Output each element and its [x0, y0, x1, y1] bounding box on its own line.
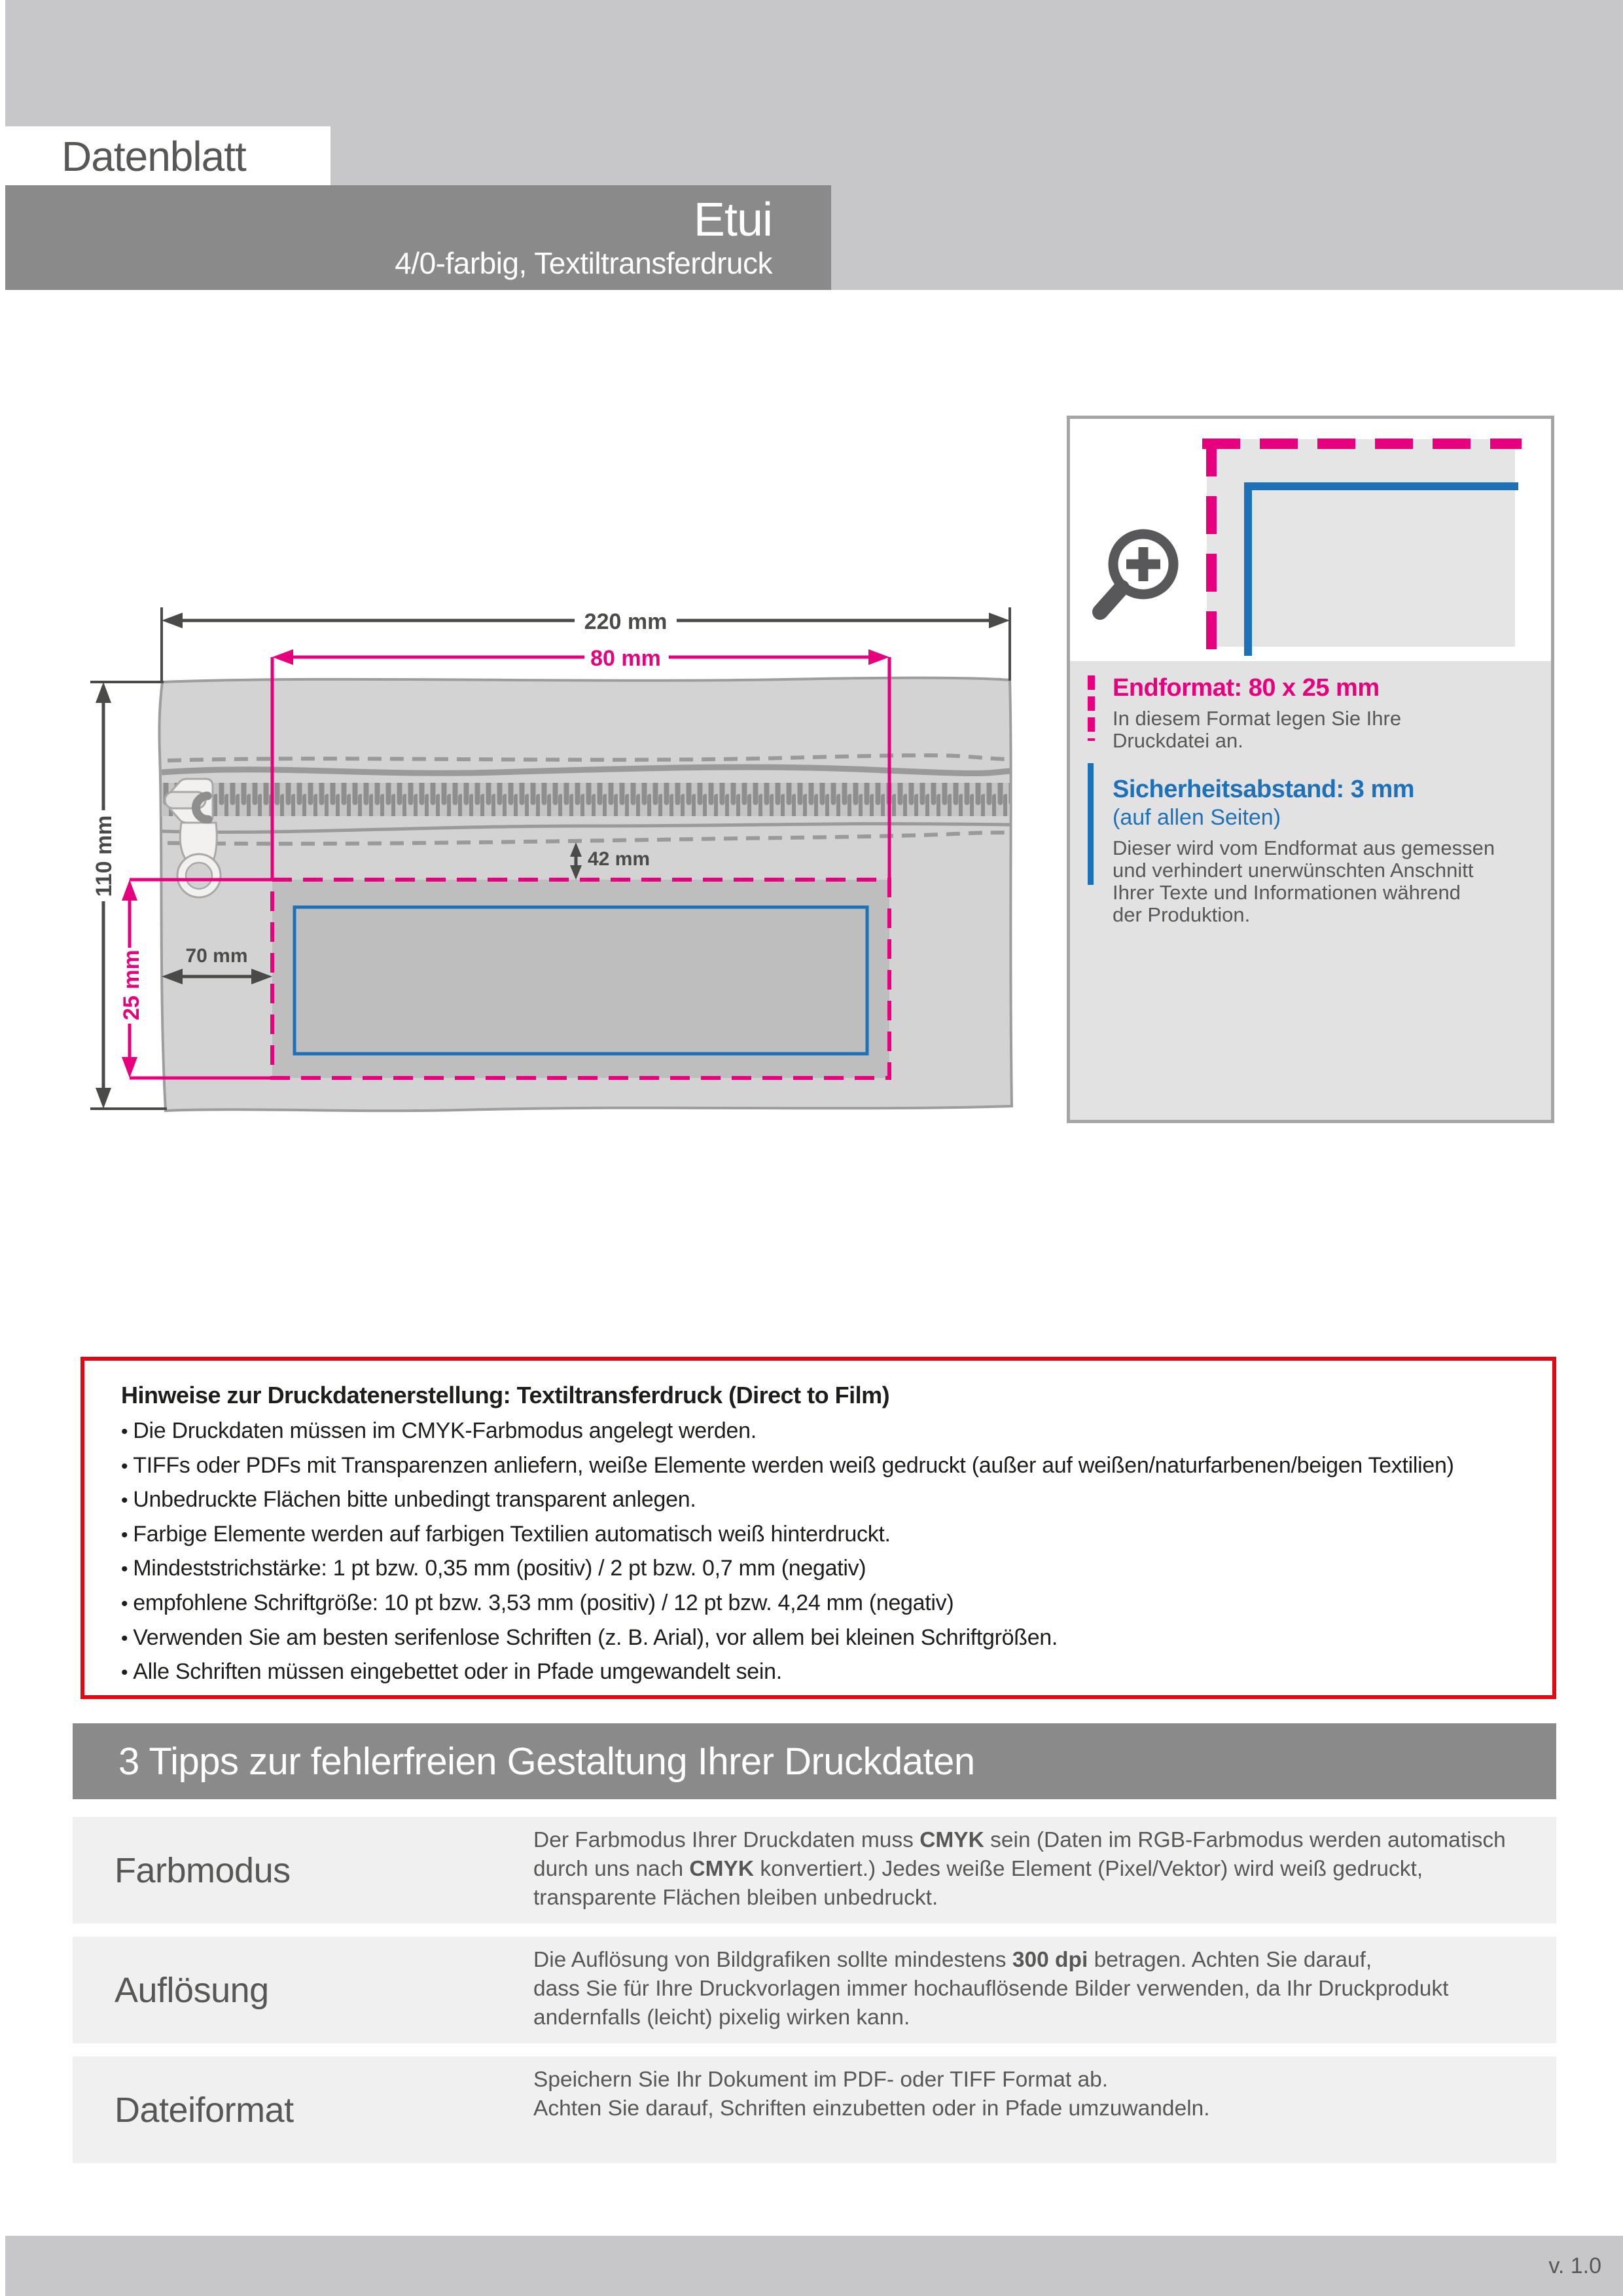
endformat-block	[1113, 674, 1551, 752]
notes-item: • Alle Schriften müssen eingebettet oder in Pfade umgewandelt sein.	[121, 1655, 1533, 1690]
notes-item: • Die Druckdaten müssen im CMYK-Farbmodus angelegt werden.	[121, 1414, 1533, 1449]
tip-row-text	[533, 1946, 1448, 2032]
notes-item: • TIFFs oder PDFs mit Transparenzen anliefern, weiße Elemente werden weiß gedruckt (außer auf weißen/naturfarbenen/beigen Textilien)	[121, 1449, 1533, 1484]
endformat-text-line: Druckdatei an.	[1113, 729, 1243, 752]
tip-row-label: Farbmodus	[115, 1850, 291, 1890]
tip-row-aufloesung	[73, 1937, 1556, 2043]
seam-line-top	[162, 767, 1010, 773]
tip-row-text	[533, 2066, 1210, 2123]
pencil-case-technical-drawing	[52, 589, 1060, 1152]
dim-print-width-label: 80 mm	[590, 646, 661, 671]
zipper-teeth	[162, 783, 1010, 816]
product-title-bar	[5, 185, 831, 290]
tip-text-line: Achten Sie darauf, Schriften einzubetten oder in Pfade umzuwandeln.	[533, 2096, 1210, 2121]
product-name: Etui	[693, 194, 772, 246]
tips-title: 3 Tipps zur fehlerfreien Gestaltung Ihrer Druckdaten	[118, 1740, 975, 1783]
safety-text-line: und verhindert unerwünschten Anschnitt	[1113, 859, 1474, 882]
tip-text-line: dass Sie für Ihre Druckvorlagen immer hochauflösende Bilder verwenden, da Ihr Druckprodukt	[533, 1977, 1449, 2001]
tip-text-line: Der Farbmodus Ihrer Druckdaten muss CMYK sein (Daten im RGB-Farbmodus werden automatisch	[533, 1828, 1506, 1852]
safety-text-line: Dieser wird vom Endformat aus gemessen	[1113, 836, 1495, 859]
safety-text-line: der Produktion.	[1113, 903, 1251, 926]
dim-total-height-label: 110 mm	[92, 815, 116, 897]
tips-title-bar	[73, 1723, 1556, 1799]
notes-item: • Mindeststrichstärke: 1 pt bzw. 0,35 mm (positiv) / 2 pt bzw. 0,7 mm (negativ)	[121, 1552, 1533, 1587]
format-info-panel	[1067, 416, 1554, 1123]
tip-row-text	[533, 1826, 1506, 1912]
endformat-dash-marker	[1088, 675, 1095, 741]
endformat-text-line: In diesem Format legen Sie Ihre	[1113, 707, 1402, 730]
tip-text-line: durch uns nach CMYK konvertiert.) Jedes weiße Element (Pixel/Vektor) wird weiß gedruckt,	[533, 1857, 1423, 1881]
notes-item: • Unbedruckte Flächen bitte unbedingt transparent anlegen.	[121, 1483, 1533, 1518]
tip-text-line: Speichern Sie Ihr Dokument im PDF- oder TIFF Format ab.	[533, 2068, 1109, 2092]
endformat-title: Endformat: 80 x 25 mm	[1113, 674, 1380, 702]
tip-row-label: Dateiformat	[115, 2090, 294, 2130]
print-data-notes-box	[80, 1357, 1556, 1699]
tip-row-dateiformat	[73, 2056, 1556, 2163]
dim-total-width-label: 220 mm	[584, 609, 668, 634]
safety-text-line: Ihrer Texte und Informationen während	[1113, 881, 1461, 904]
print-area-fill	[272, 880, 889, 1078]
tip-text-line: transparente Flächen bleiben unbedruckt.	[533, 1886, 938, 1910]
version-label: v. 1.0	[1548, 2253, 1601, 2278]
doc-type-box	[5, 126, 330, 185]
notes-item: • Verwenden Sie am besten serifenlose Schriften (z. B. Arial), vor allem bei kleinen Schriftgrößen.	[121, 1621, 1533, 1656]
safety-line-marker	[1088, 763, 1094, 885]
detail-background	[1207, 439, 1515, 647]
format-info-text	[1070, 661, 1551, 1120]
corner-detail-drawing	[1070, 419, 1551, 661]
dim-offset-top-label: 42 mm	[588, 848, 651, 870]
tip-text-line: andernfalls (leicht) pixelig wirken kann.	[533, 2005, 910, 2030]
magnifier-icon	[1100, 534, 1173, 612]
notes-item: • Farbige Elemente werden auf farbigen Textilien automatisch weiß hinterdruckt.	[121, 1518, 1533, 1552]
dim-offset-left-label: 70 mm	[185, 945, 248, 967]
product-subtitle: 4/0-farbig, Textiltransferdruck	[395, 246, 772, 280]
notes-list	[121, 1414, 1533, 1690]
notes-item: • empfohlene Schriftgröße: 10 pt bzw. 3,53 mm (positiv) / 12 pt bzw. 4,24 mm (negativ)	[121, 1587, 1533, 1621]
tip-row-label: Auflösung	[115, 1970, 269, 2010]
doc-type-label: Datenblatt	[62, 133, 246, 180]
dim-print-height-label: 25 mm	[119, 950, 144, 1020]
safety-block	[1113, 776, 1551, 926]
tip-row-farbmodus	[73, 1817, 1556, 1924]
footer-bar	[5, 2236, 1623, 2296]
safety-title: Sicherheitsabstand: 3 mm	[1113, 776, 1415, 803]
safety-subtitle: (auf allen Seiten)	[1113, 805, 1281, 830]
notes-title: Hinweise zur Druckdatenerstellung: Textiltransferdruck (Direct to Film)	[121, 1382, 890, 1408]
tip-text-line: Die Auflösung von Bildgrafiken sollte mindestens 300 dpi betragen. Achten Sie darauf,	[533, 1948, 1372, 1972]
